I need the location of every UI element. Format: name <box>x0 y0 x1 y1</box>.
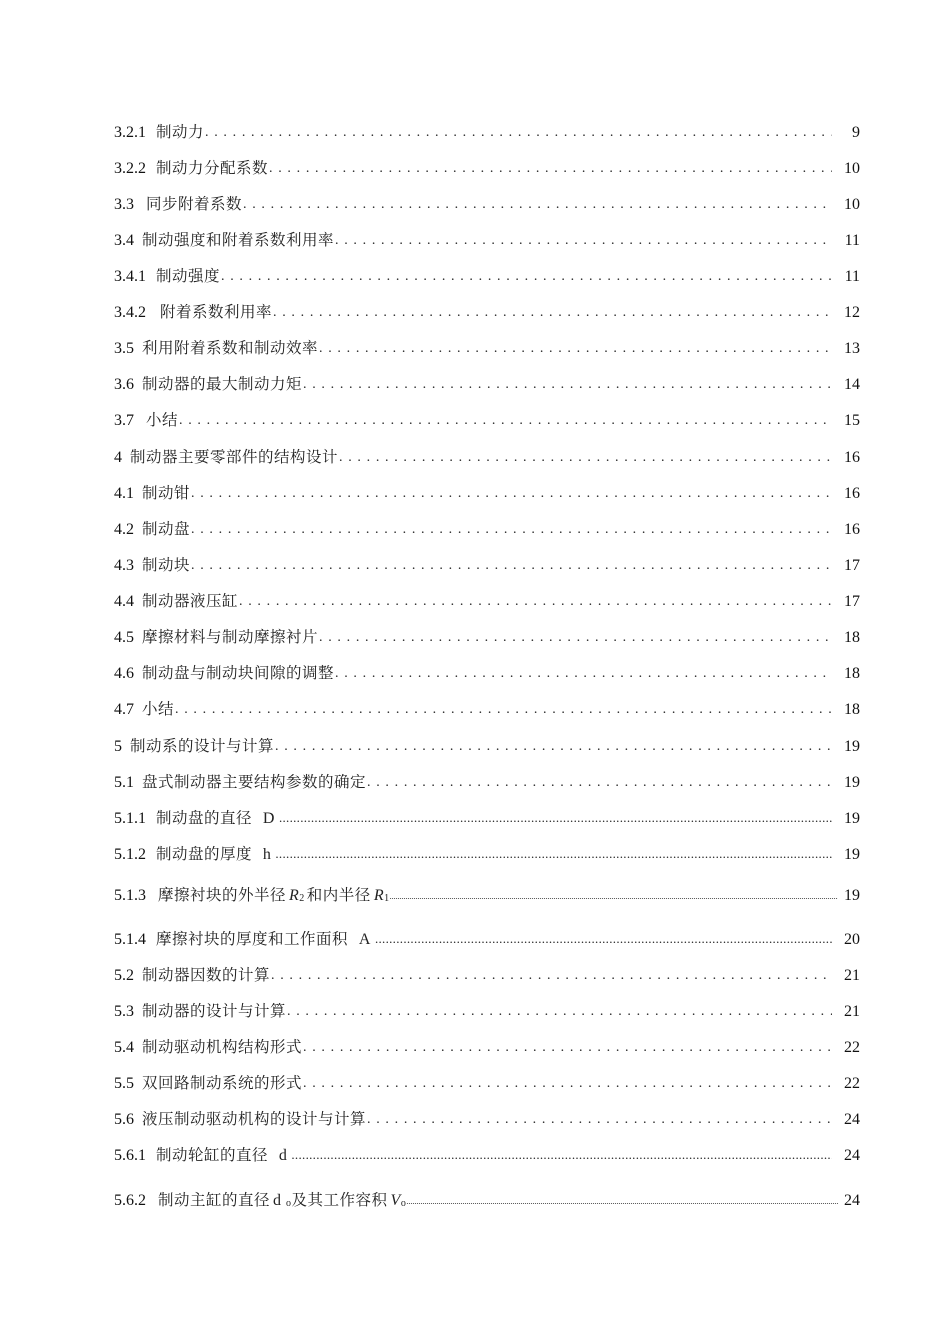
toc-entry-number: 5.1.1 <box>114 810 146 827</box>
toc-entry-page: 24 <box>844 1111 860 1128</box>
toc-entry-page: 16 <box>844 521 860 538</box>
toc-entry-number: 5.6.1 <box>114 1147 146 1164</box>
toc-entry-number: 4.7 <box>114 701 134 718</box>
toc-dot-leader <box>275 735 832 759</box>
toc-entry-title: 制动盘与制动块间隙的调整 <box>142 664 335 682</box>
toc-dot-leader <box>275 842 832 867</box>
toc-entry-title: 液压制动驱动机构的设计与计算 <box>142 1110 367 1128</box>
toc-entry-title: 制动器主要零部件的结构设计 <box>130 448 339 466</box>
toc-entry-page: 14 <box>844 376 860 393</box>
toc-entry-number: 5.4 <box>114 1039 134 1056</box>
toc-dot-leader <box>191 518 832 542</box>
toc-entry[interactable] <box>114 120 860 144</box>
toc-dot-leader <box>191 554 832 578</box>
toc-entry-number: 5.3 <box>114 1003 134 1020</box>
toc-entry-title: 摩擦衬块的外半径 $R_2$ 和内半径 $R_1$ <box>158 886 390 904</box>
toc-entry-title: 制动钳 <box>142 484 191 502</box>
toc-entry[interactable] <box>114 806 860 830</box>
toc-entry-page: 10 <box>844 160 860 177</box>
toc-dot-leader <box>367 771 832 795</box>
symbol-R2: $R_2$ <box>289 887 305 904</box>
toc-entry-title: 盘式制动器主要结构参数的确定 <box>142 773 367 791</box>
toc-entry-title: 同步附着系数 <box>146 195 243 213</box>
toc-entry-page: 16 <box>844 485 860 502</box>
toc-entry[interactable] <box>114 1035 860 1059</box>
toc-entry-page: 13 <box>844 340 860 357</box>
toc-dot-leader <box>269 157 832 181</box>
toc-entry[interactable] <box>114 300 860 324</box>
toc-entry[interactable] <box>114 156 860 180</box>
toc-dot-leader <box>205 121 832 145</box>
toc-entry-title: 制动轮缸的直径 d <box>156 1146 288 1164</box>
toc-entry[interactable] <box>114 264 860 288</box>
toc-entry-page: 22 <box>844 1039 860 1056</box>
toc-entry[interactable] <box>114 553 860 577</box>
toc-dot-leader <box>319 337 832 361</box>
toc-entry-page: 12 <box>844 304 860 321</box>
toc-dot-leader <box>239 590 832 614</box>
toc-entry-title: 制动驱动机构结构形式 <box>142 1038 303 1056</box>
toc-dot-leader <box>335 662 832 686</box>
toc-entry-title: 制动盘 <box>142 520 191 538</box>
toc-entry-title: 利用附着系数和制动效率 <box>142 339 319 357</box>
toc-entry[interactable] <box>114 770 860 794</box>
toc-entry-title: 制动块 <box>142 556 191 574</box>
toc-entry-page: 22 <box>844 1075 860 1092</box>
toc-dot-leader <box>339 446 832 470</box>
toc-entry-title: 制动强度 <box>156 267 221 285</box>
toc-entry-number: 4.3 <box>114 557 134 574</box>
toc-entry[interactable] <box>114 517 860 541</box>
toc-entry-page: 21 <box>844 967 860 984</box>
toc-entry[interactable] <box>114 842 860 866</box>
toc-entry-title: 摩擦衬块的厚度和工作面积 A <box>156 930 371 948</box>
toc-entry-page: 19 <box>844 887 860 904</box>
toc-entry-page: 24 <box>844 1147 860 1164</box>
toc-entry-title: 小结 <box>146 411 179 429</box>
toc-entry-number: 4.2 <box>114 521 134 538</box>
toc-entry-number: 5.5 <box>114 1075 134 1092</box>
toc-entry-number: 3.2.1 <box>114 124 146 141</box>
toc-dot-leader <box>279 806 832 831</box>
toc-entry[interactable] <box>114 625 860 649</box>
toc-entry-number: 5.1.4 <box>114 931 146 948</box>
toc-dot-leader <box>243 193 832 217</box>
toc-entry-title: 制动器因数的计算 <box>142 966 271 984</box>
toc-entry-page: 11 <box>844 232 860 249</box>
toc-dot-leader <box>273 301 832 325</box>
toc-entry-number: 3.7 <box>114 412 134 429</box>
toc-entry-number: 5.1.3 <box>114 887 146 904</box>
toc-entry[interactable] <box>114 445 860 469</box>
toc-dot-leader <box>271 964 832 988</box>
toc-entry[interactable] <box>114 1188 860 1212</box>
toc-entry-title: 双回路制动系统的形式 <box>142 1074 303 1092</box>
toc-entry-number: 3.3 <box>114 196 134 213</box>
toc-dot-leader <box>406 1189 838 1214</box>
toc-dot-leader <box>319 626 832 650</box>
toc-entry-page: 16 <box>844 449 860 466</box>
toc-entry[interactable] <box>114 1143 860 1167</box>
toc-entry-page: 24 <box>844 1192 860 1209</box>
toc-entry-page: 10 <box>844 196 860 213</box>
toc-entry-number: 4 <box>114 449 122 466</box>
toc-entry-number: 3.6 <box>114 376 134 393</box>
toc-entry-number: 4.4 <box>114 593 134 610</box>
toc-entry[interactable] <box>114 697 860 721</box>
toc-entry-page: 19 <box>844 738 860 755</box>
toc-entry-page: 9 <box>852 124 860 141</box>
toc-entry-title: 制动主缸的直径 d $_o$及其工作容积 $V_o$ <box>158 1191 407 1209</box>
symbol-h: h <box>262 846 272 863</box>
toc-entry-number: 5.1 <box>114 774 134 791</box>
toc-entry[interactable] <box>114 336 860 360</box>
toc-entry-title: 制动器的最大制动力矩 <box>142 375 303 393</box>
toc-entry-title: 制动系的设计与计算 <box>130 737 275 755</box>
toc-entry-number: 5.1.2 <box>114 846 146 863</box>
toc-entry-title: 制动器液压缸 <box>142 592 239 610</box>
toc-entry[interactable] <box>114 589 860 613</box>
toc-dot-leader <box>390 884 838 909</box>
toc-entry-number: 5.6.2 <box>114 1192 146 1209</box>
toc-dot-leader <box>335 229 832 253</box>
toc-entry-number: 4.5 <box>114 629 134 646</box>
toc-entry[interactable] <box>114 228 860 252</box>
toc-entry-page: 15 <box>844 412 860 429</box>
toc-dot-leader <box>291 1143 832 1168</box>
toc-entry-number: 5.6 <box>114 1111 134 1128</box>
toc-entry[interactable] <box>114 999 860 1023</box>
toc-entry-title: 摩擦材料与制动摩擦衬片 <box>142 628 319 646</box>
toc-entry-page: 21 <box>844 1003 860 1020</box>
toc-entry[interactable] <box>114 1071 860 1095</box>
toc-entry[interactable] <box>114 927 860 951</box>
toc-entry-number: 3.5 <box>114 340 134 357</box>
toc-entry-title: 制动盘的直径 D <box>156 809 275 827</box>
toc-entry-page: 18 <box>844 701 860 718</box>
toc-entry-number: 4.6 <box>114 665 134 682</box>
toc-entry-title: 制动力分配系数 <box>156 159 269 177</box>
toc-dot-leader <box>191 482 832 506</box>
toc-entry[interactable] <box>114 883 860 907</box>
symbol-d0: d $_o$ <box>273 1192 292 1209</box>
toc-entry-page: 20 <box>844 931 860 948</box>
toc-dot-leader <box>179 409 832 433</box>
toc-dot-leader <box>367 1108 832 1132</box>
symbol-V0: $V_o$ <box>390 1192 407 1209</box>
toc-entry-page: 19 <box>844 774 860 791</box>
toc-entry-page: 11 <box>844 268 860 285</box>
toc-entry-title: 附着系数利用率 <box>160 303 273 321</box>
symbol-R1: $R_1$ <box>373 887 390 904</box>
toc-entry[interactable] <box>114 192 860 216</box>
symbol-A: A <box>358 931 371 948</box>
toc-entry-page: 19 <box>844 810 860 827</box>
toc-entry-title: 制动强度和附着系数利用率 <box>142 231 335 249</box>
toc-entry-title: 小结 <box>142 700 175 718</box>
toc-entry[interactable] <box>114 963 860 987</box>
toc-dot-leader <box>287 1000 832 1024</box>
toc-dot-leader <box>303 1072 832 1096</box>
toc-entry-page: 19 <box>844 846 860 863</box>
toc-entry-title: 制动器的设计与计算 <box>142 1002 287 1020</box>
toc-dot-leader <box>303 1036 832 1060</box>
toc-dot-leader <box>375 927 832 952</box>
toc-entry-page: 18 <box>844 629 860 646</box>
toc-dot-leader <box>303 373 832 397</box>
toc-entry[interactable] <box>114 372 860 396</box>
toc-entry-number: 4.1 <box>114 485 134 502</box>
toc-dot-leader <box>221 265 832 289</box>
toc-entry-page: 17 <box>844 593 860 610</box>
toc-entry-number: 3.4.2 <box>114 304 146 321</box>
toc-entry[interactable] <box>114 408 860 432</box>
toc-entry-number: 3.4 <box>114 232 134 249</box>
toc-entry[interactable] <box>114 734 860 758</box>
toc-entry-number: 5 <box>114 738 122 755</box>
toc-entry-number: 3.4.1 <box>114 268 146 285</box>
toc-entry-page: 17 <box>844 557 860 574</box>
toc-entry-number: 5.2 <box>114 967 134 984</box>
symbol-D: D <box>262 810 275 827</box>
toc-entry-title: 制动盘的厚度 h <box>156 845 272 863</box>
toc-entry-title: 制动力 <box>156 123 205 141</box>
toc-entry[interactable] <box>114 481 860 505</box>
toc-entry[interactable] <box>114 1107 860 1131</box>
toc-entry[interactable] <box>114 661 860 685</box>
symbol-d: d <box>278 1147 288 1164</box>
toc-entry-number: 3.2.2 <box>114 160 146 177</box>
toc-entry-page: 18 <box>844 665 860 682</box>
toc-dot-leader <box>175 698 832 722</box>
